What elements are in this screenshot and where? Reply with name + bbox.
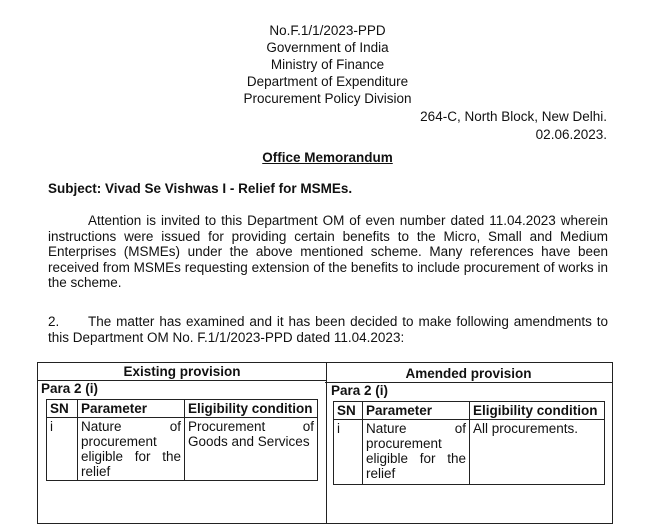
cell-sn: i [47,418,78,481]
ministry-line: Ministry of Finance [270,57,385,72]
paragraph-2 [48,314,608,345]
cell-parameter: Nature of procurement eligible for the relief [363,420,470,485]
amended-provision-box [325,362,613,524]
date-line: 02.06.2023. [535,127,607,142]
table-row [47,418,318,481]
cell-sn: i [334,420,363,485]
existing-provision-heading: Existing provision [38,363,326,381]
column-header-eligibility: Eligibility condition [470,402,605,420]
existing-para-label: Para 2 (i) [41,381,99,396]
column-header-parameter: Parameter [78,400,185,418]
paragraph-1-text: Attention is invited to this Department OM of even number dated 11.04.2023 wherein instructions were issued for providing certain benefits to the Micro, Small and Medium Enterprises (MSMEs) under the above mentioned scheme. Many references have been received from MSMEs requesting extension of the benefits to include procurement of works in the scheme. [48,213,608,290]
government-line: Government of India [266,40,389,55]
address-line: 264-C, North Block, New Delhi. [420,109,607,124]
amended-para-label: Para 2 (i) [331,383,389,398]
column-header-parameter: Parameter [363,402,470,420]
cell-eligibility: Procurement of Goods and Services [185,418,318,481]
subject-line: Subject: Vivad Se Vishwas I - Relief for MSMEs. [48,181,353,196]
table-row [334,420,605,485]
column-header-sn: SN [334,402,363,420]
cell-parameter: Nature of procurement eligible for the relief [78,418,185,481]
paragraph-2-number: 2. [48,314,60,329]
table-header-row [334,402,605,420]
column-header-eligibility: Eligibility condition [185,400,318,418]
amended-provision-heading: Amended provision [325,365,612,383]
page-title: Office Memorandum [262,150,393,165]
existing-provision-table [46,399,318,481]
amended-provision-table [333,401,605,485]
department-line: Department of Expenditure [246,74,409,89]
cell-eligibility: All procurements. [470,420,605,485]
existing-provision-box [37,362,327,524]
column-header-sn: SN [47,400,78,418]
division-line: Procurement Policy Division [243,91,412,106]
paragraph-2-text: The matter has examined and it has been decided to make following amendments to this Department OM No. F.1/1/2023-PPD dated 11.04.2023: [48,314,608,345]
paragraph-1 [48,213,608,291]
file-number: No.F.1/1/2023-PPD [269,23,386,38]
table-header-row [47,400,318,418]
